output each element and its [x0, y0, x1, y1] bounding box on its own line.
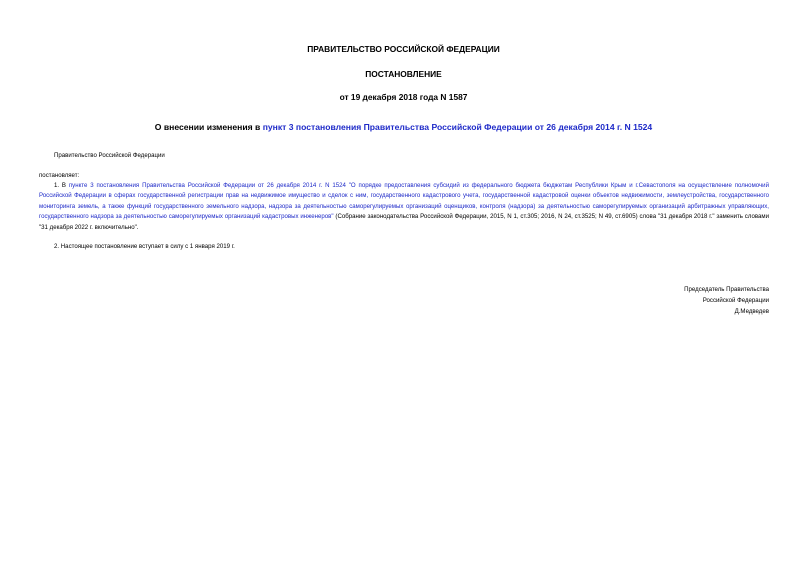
paragraph-2: 2. Настоящее постановление вступает в силу с 1 января 2019 г. [54, 243, 235, 250]
signature-block [684, 284, 769, 317]
paragraph-1-suffix: (Собрание законодательства Российской Федерации, 2015, N 1, ст.305; 2016, N 24, ст.3525; N 49, ст.6905) слова "31 декабря 2018 г." заменить словами "31 декабря 2022 г. включительно". [39, 213, 769, 231]
signature-title: Председатель Правительства [684, 286, 769, 293]
decrees-line: постановляет: [39, 172, 80, 179]
signature-name: Д.Медведев [734, 308, 769, 315]
paragraph-1-prefix: 1. В [54, 182, 69, 189]
paragraph-1 [39, 181, 769, 233]
government-line: Правительство Российской Федерации [54, 152, 165, 159]
signature-org: Российской Федерации [702, 297, 769, 304]
document-title [0, 122, 807, 132]
title-link[interactable]: пункт 3 постановления Правительства Российской Федерации от 26 декабря 2014 г. N 1524 [262, 122, 653, 132]
doc-type-heading: ПОСТАНОВЛЕНИЕ [365, 69, 442, 79]
date-number-heading: от 19 декабря 2018 года N 1587 [339, 92, 468, 102]
title-prefix: О внесении изменения в [154, 122, 263, 132]
government-heading: ПРАВИТЕЛЬСТВО РОССИЙСКОЙ ФЕДЕРАЦИИ [307, 44, 500, 54]
paragraph-1-link[interactable]: пункте 3 постановления Правительства Российской Федерации от 26 декабря 2014 г. N 1524 "О порядке предоставления субсидий из федерального бюджета бюджетам Республики Крым и г.Севастополя на осуществление полномочий Российской Федерации в сферах государственной регистрации прав на недвижимое имущество и сделок с ним, государственного кадастрового учета, государственной кадастровой оценки объектов недвижимости, землеустройства, государственного мониторинга земель, а также функций государственного земельного надзора, надзора за деятельностью саморегулируемых организаций оценщиков, контроля (надзора) за деятельностью саморегулируемых организаций арбитражных управляющих, государственного надзора за деятельностью саморегулируемых организаций кадастровых инженеров" [39, 182, 769, 221]
